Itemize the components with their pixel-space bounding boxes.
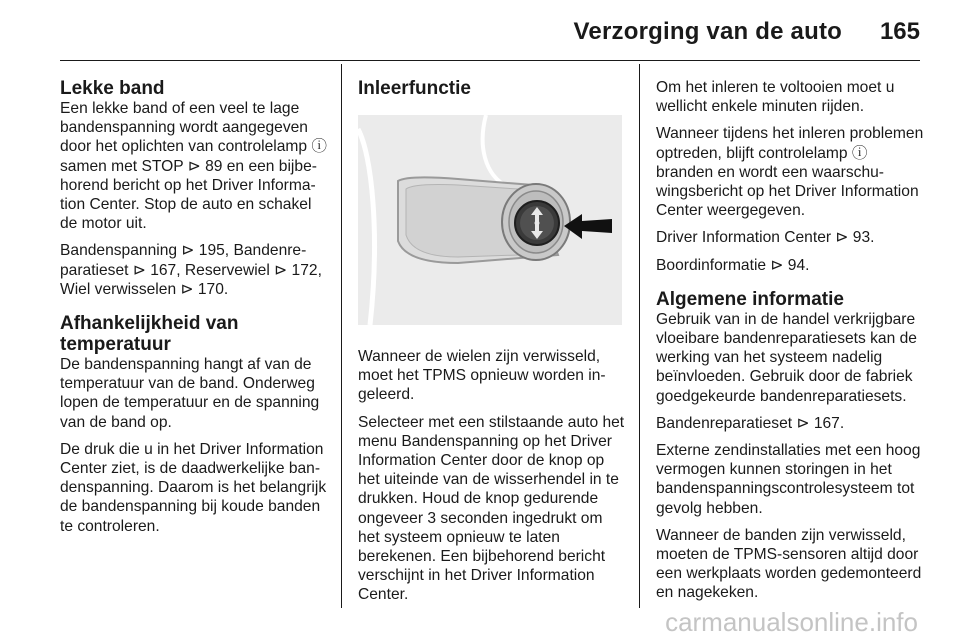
lekke-paragraph-2: Bandenspanning ⊳ 195, Bandenreparatieset ⊳ 167, Reservewiel ⊳ 172, Wiel verwisselen ⊳ 170. (60, 242, 322, 298)
heading-algemene-informatie: Algemene informatie (656, 288, 844, 310)
inleer-paragraph-1: Wanneer de wielen zijn verwisseld, moet het TPMS opnieuw worden ingeleerd. (358, 348, 606, 404)
col3-paragraph-3: Driver Information Center ⊳ 93. (656, 229, 875, 247)
column-divider-2 (639, 64, 640, 608)
page-header (0, 0, 960, 60)
column-divider-1 (341, 64, 342, 608)
wiper-stalk-illustration (358, 115, 622, 325)
page-title: Verzorging van de auto (573, 18, 842, 45)
temp-paragraph-2: De druk die u in het Driver Information Center ziet, is de daadwerkelijke bandenspanning. Daarom is het belangrijk de bandenspanning bij koude banden te controleren. (60, 440, 327, 535)
page-footer (0, 606, 960, 642)
heading-inleerfunctie: Inleerfunctie (358, 78, 471, 99)
header-rule (60, 60, 920, 61)
alg-paragraph-4: Wanneer de banden zijn verwisseld, moeten de TPMS-sensoren altijd door een werkplaats worden gedemonteerd en nagekeken. (656, 526, 922, 602)
heading-lekke-band: Lekke band (60, 78, 165, 99)
alg-paragraph-3: Externe zendinstallaties met een hoog vermogen kunnen storingen in het bandenspanningscontrolesysteem tot gevolg hebben. (656, 442, 921, 517)
inleer-paragraph-2: Selecteer met een stilstaande auto het menu Bandenspanning op het Driver Information Center door de knop op het uiteinde van de wisserhendel in te drukken. Houd de knop gedurende ongeveer 3 seconden ingedrukt om het systeem opnieuw te laten berekenen. Een bijbehorend bericht verschijnt in het Driver Information Center. (358, 413, 625, 604)
column-3 (656, 78, 924, 611)
lekke-paragraph-1: Een lekke band of een veel te lage bandenspanning wordt aangegeven door het oplichten van controlelamp ⓘ samen met STOP ⊳ 89 en een bijbehorend bericht op het Driver Information Center. Stop de auto en schakel de motor uit. (60, 100, 327, 233)
alg-paragraph-2: Bandenreparatieset ⊳ 167. (656, 414, 845, 432)
wiper-stalk-svg (358, 115, 622, 325)
col3-paragraph-4: Boordinformatie ⊳ 94. (656, 256, 810, 274)
page-number: 165 (879, 18, 920, 45)
footer-watermark: carmanualsonline.info (665, 607, 918, 637)
alg-paragraph-1: Gebruik van in de handel verkrijgbare vloeibare bandenreparatiesets kan de werking van het systeem nadelig beïnvloeden. Gebruik door de fabriek goedgekeurde bandenreparatiesets. (656, 310, 917, 405)
column-2 (358, 78, 626, 613)
col3-paragraph-2: Wanneer tijdens het inleren problemen optreden, blijft controlelamp ⓘ branden en wordt een waarschuwingsbericht op het Driver Information Center weergegeven. (656, 125, 924, 220)
temp-paragraph-1: De bandenspanning hangt af van de temperatuur van de band. Onderweg lopen de temperatuur en de spanning van de band op. (60, 356, 320, 431)
col3-paragraph-1: Om het inleren te voltooien moet u wellicht enkele minuten rijden. (656, 79, 895, 116)
heading-temperatuur: Afhankelijkheid van temperatuur (60, 313, 239, 356)
column-1 (60, 78, 328, 544)
